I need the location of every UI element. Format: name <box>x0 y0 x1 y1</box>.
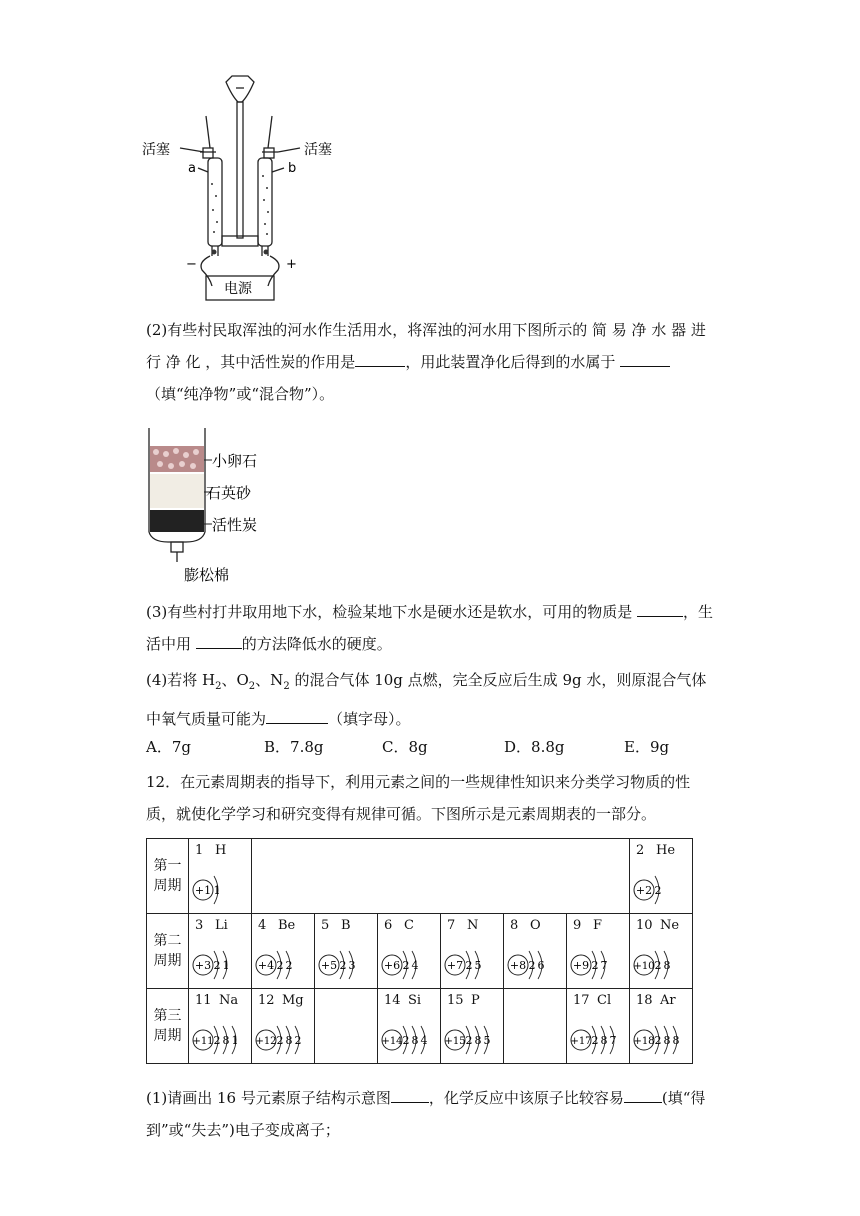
element-cell <box>189 914 252 989</box>
element-symbol: Li <box>215 918 228 933</box>
q12-1-text-3: (填“得到”或“失去”)电子变成离子； <box>146 1089 706 1139</box>
q3-text-1: (3)有些村打井取用地下水，检验某地下水是硬水还是软水，可用的物质是 <box>146 603 638 621</box>
shell-electron-count: 2 <box>402 959 410 972</box>
atomic-number: 5 <box>321 918 330 933</box>
option-d: D．8.8g <box>504 738 565 756</box>
question-12-part-1 <box>146 1082 718 1146</box>
atomic-number: 7 <box>447 918 456 933</box>
shell-electron-count: 7 <box>609 1034 617 1047</box>
atomic-number: 2 <box>636 843 645 858</box>
atomic-number: 15 <box>447 993 464 1008</box>
atom-structure-diagram <box>632 873 690 907</box>
shell-electron-count: 1 <box>231 1034 239 1047</box>
q4-text-3: 、N <box>255 671 284 689</box>
element-cell <box>567 914 630 989</box>
element-cell <box>441 989 504 1064</box>
nucleus-charge: +9 <box>572 959 590 972</box>
q4-text-4: 的混合气体 10g 点燃，完全反应后生成 9g 水，则原混合气体中氧气质量可能为 <box>146 671 707 728</box>
nucleus-charge: +17 <box>570 1036 592 1047</box>
shell-electron-count: 2 <box>276 1034 284 1047</box>
question-4 <box>146 664 718 735</box>
atomic-number: 8 <box>510 918 519 933</box>
atom-structure-diagram <box>191 948 249 982</box>
period-row <box>147 839 693 914</box>
q4-sub-2: 2 <box>248 681 256 692</box>
activated-carbon-label: 活性炭 <box>212 516 258 534</box>
nucleus-charge: +6 <box>383 959 401 972</box>
shell-electron-count: 2 <box>654 959 662 972</box>
atom-structure-diagram <box>254 1023 312 1057</box>
element-symbol: Ne <box>660 918 680 933</box>
element-cell <box>504 914 567 989</box>
option-e: E．9g <box>624 738 670 756</box>
atom-structure-diagram <box>443 948 501 982</box>
shell-electron-count: 2 <box>591 1034 599 1047</box>
atomic-number: 6 <box>384 918 393 933</box>
q3-blank-1 <box>637 600 683 617</box>
atomic-number: 18 <box>636 993 653 1008</box>
shell-electron-count: 5 <box>483 1034 491 1047</box>
nucleus-charge: +12 <box>255 1036 277 1047</box>
period-label <box>147 839 189 914</box>
tube-b-label: b <box>288 161 297 176</box>
element-cell <box>252 914 315 989</box>
element-cell <box>378 989 441 1064</box>
element-cell <box>441 914 504 989</box>
q2-text-2: ，用此装置净化后得到的水属于 <box>405 353 621 371</box>
positive-sign: + <box>286 257 297 272</box>
negative-sign: − <box>186 257 197 272</box>
shell-electron-count: 2 <box>465 959 473 972</box>
q2-text-1: (2)有些村民取浑浊的河水作生活用水，将浑浊的河水用下图所示的 简 易 净 水 器 进行 净 化 ，其中活性炭的作用是 <box>146 321 706 371</box>
q3-blank-2 <box>196 632 242 649</box>
q2-text-3: （填“纯净物”或“混合物”）。 <box>146 385 335 403</box>
shell-electron-count: 8 <box>663 959 671 972</box>
element-symbol: Si <box>408 993 422 1008</box>
period-row <box>147 989 693 1064</box>
shell-electron-count: 6 <box>537 959 545 972</box>
element-symbol: Mg <box>282 993 304 1008</box>
shell-electron-count: 2 <box>339 959 347 972</box>
shell-electron-count: 8 <box>474 1034 482 1047</box>
period-label-line-2: 周期 <box>153 1028 182 1044</box>
shell-electron-count: 2 <box>213 959 221 972</box>
shell-electron-count: 2 <box>276 959 284 972</box>
nucleus-charge: +15 <box>444 1036 466 1047</box>
shell-electron-count: 7 <box>600 959 608 972</box>
shell-electron-count: 5 <box>474 959 482 972</box>
q3-text-3: 的方法降低水的硬度。 <box>241 635 392 653</box>
shell-electron-count: 2 <box>285 959 293 972</box>
shell-electron-count: 8 <box>222 1034 230 1047</box>
shell-electron-count: 1 <box>222 959 230 972</box>
tube-a-label: a <box>188 161 196 176</box>
element-cell <box>378 914 441 989</box>
option-b: B．7.8g <box>264 738 324 756</box>
nucleus-charge: +2 <box>635 884 653 897</box>
element-cell <box>630 914 693 989</box>
element-cell <box>315 914 378 989</box>
nucleus-charge: +5 <box>320 959 338 972</box>
atom-structure-diagram <box>632 948 690 982</box>
q2-blank-1 <box>355 350 405 367</box>
shell-electron-count: 2 <box>528 959 536 972</box>
element-cell <box>630 839 693 914</box>
shell-electron-count: 4 <box>420 1034 428 1047</box>
shell-electron-count: 3 <box>348 959 356 972</box>
nucleus-charge: +1 <box>194 884 212 897</box>
q12-1-text-2: ，化学反应中该原子比较容易 <box>428 1089 624 1107</box>
shell-electron-count: 2 <box>402 1034 410 1047</box>
shell-electron-count: 1 <box>213 884 221 897</box>
atom-structure-diagram <box>317 948 375 982</box>
period-label-line-1: 第三 <box>153 1008 182 1024</box>
q4-text-5: （填字母）。 <box>328 710 411 728</box>
period-row <box>147 914 693 989</box>
shell-electron-count: 8 <box>600 1034 608 1047</box>
atomic-number: 11 <box>195 993 212 1008</box>
atomic-number: 17 <box>573 993 590 1008</box>
atom-structure-diagram <box>569 948 627 982</box>
q4-blank <box>266 707 328 724</box>
atom-structure-diagram <box>254 948 312 982</box>
q3-text-2: ，生活中用 <box>146 603 714 653</box>
quartz-sand-label: 石英砂 <box>206 484 252 502</box>
shell-electron-count: 2 <box>465 1034 473 1047</box>
period-label <box>147 914 189 989</box>
element-symbol: He <box>656 843 676 858</box>
q2-blank-2 <box>620 350 670 367</box>
atom-structure-diagram <box>443 1023 501 1057</box>
element-symbol: N <box>467 918 479 933</box>
period-label-line-1: 第一 <box>153 858 182 874</box>
q4-sub-1: 2 <box>215 681 222 692</box>
option-c: C．8g <box>382 738 428 756</box>
question-3 <box>146 596 718 660</box>
pebbles-label: 小卵石 <box>212 452 258 470</box>
period-label-line-2: 周期 <box>153 878 182 894</box>
q4-text-2: 、O <box>221 671 249 689</box>
atomic-number: 3 <box>195 918 204 933</box>
nucleus-charge: +4 <box>257 959 275 972</box>
stopcock-right-label: 活塞 <box>304 142 332 158</box>
q4-text-1: (4)若将 H <box>146 671 216 689</box>
stopcock-left-label: 活塞 <box>142 142 170 158</box>
nucleus-charge: +10 <box>633 961 655 972</box>
shell-electron-count: 2 <box>294 1034 302 1047</box>
element-cell <box>630 989 693 1064</box>
cotton-label: 膨松棉 <box>184 566 230 584</box>
element-symbol: Na <box>219 993 239 1008</box>
atomic-number: 12 <box>258 993 275 1008</box>
shell-electron-count: 8 <box>672 1034 680 1047</box>
nucleus-charge: +8 <box>509 959 527 972</box>
q12-1-text-1: (1)请画出 16 号元素原子结构示意图 <box>146 1089 391 1107</box>
element-symbol: Ar <box>660 993 676 1008</box>
option-a: A．7g <box>146 738 191 756</box>
element-symbol: O <box>530 918 541 933</box>
atom-structure-diagram <box>191 873 249 907</box>
element-symbol: C <box>404 918 414 933</box>
atom-structure-diagram <box>380 948 438 982</box>
atom-structure-diagram <box>569 1023 627 1057</box>
period-label-line-1: 第二 <box>153 933 182 949</box>
empty-gap <box>252 839 630 914</box>
power-source-label: 电源 <box>224 281 252 297</box>
atomic-number: 9 <box>573 918 582 933</box>
element-symbol: H <box>215 843 227 858</box>
periodic-table <box>146 838 693 1064</box>
question-12-intro: 12．在元素周期表的指导下，利用元素之间的一些规律性知识来分类学习物质的性质，就使化学学习和研究变得有规律可循。下图所示是元素周期表的一部分。 <box>146 773 691 823</box>
nucleus-charge: +7 <box>446 959 464 972</box>
element-symbol: F <box>593 918 603 933</box>
shell-electron-count: 8 <box>411 1034 419 1047</box>
atom-structure-diagram <box>191 1023 249 1057</box>
atomic-number: 1 <box>195 843 204 858</box>
atomic-number: 14 <box>384 993 401 1008</box>
atom-structure-diagram <box>632 1023 690 1057</box>
question-2 <box>146 314 718 410</box>
q4-options <box>146 736 718 760</box>
shell-electron-count: 8 <box>663 1034 671 1047</box>
q12-1-blank-1 <box>391 1086 429 1103</box>
shell-electron-count: 2 <box>654 1034 662 1047</box>
element-symbol: Be <box>278 918 296 933</box>
atomic-number: 10 <box>636 918 653 933</box>
empty-cell <box>504 989 567 1064</box>
element-symbol: P <box>471 993 480 1008</box>
atomic-number: 4 <box>258 918 267 933</box>
nucleus-charge: +18 <box>633 1036 655 1047</box>
element-cell <box>567 989 630 1064</box>
atom-structure-diagram <box>380 1023 438 1057</box>
element-symbol: B <box>341 918 351 933</box>
shell-electron-count: 2 <box>213 1034 221 1047</box>
element-cell <box>189 839 252 914</box>
element-cell <box>252 989 315 1064</box>
shell-electron-count: 8 <box>285 1034 293 1047</box>
empty-cell <box>315 989 378 1064</box>
nucleus-charge: +14 <box>381 1036 403 1047</box>
period-label-line-2: 周期 <box>153 953 182 969</box>
nucleus-charge: +11 <box>192 1036 214 1047</box>
atom-structure-diagram <box>506 948 564 982</box>
period-label <box>147 989 189 1064</box>
electrolysis-apparatus-figure <box>140 72 340 304</box>
element-symbol: Cl <box>597 993 612 1008</box>
element-cell <box>189 989 252 1064</box>
q4-sub-3: 2 <box>283 681 290 692</box>
shell-electron-count: 4 <box>411 959 419 972</box>
shell-electron-count: 2 <box>654 884 662 897</box>
shell-electron-count: 2 <box>591 959 599 972</box>
q12-1-blank-2 <box>624 1086 662 1103</box>
water-filter-figure <box>140 424 280 584</box>
nucleus-charge: +3 <box>194 959 212 972</box>
